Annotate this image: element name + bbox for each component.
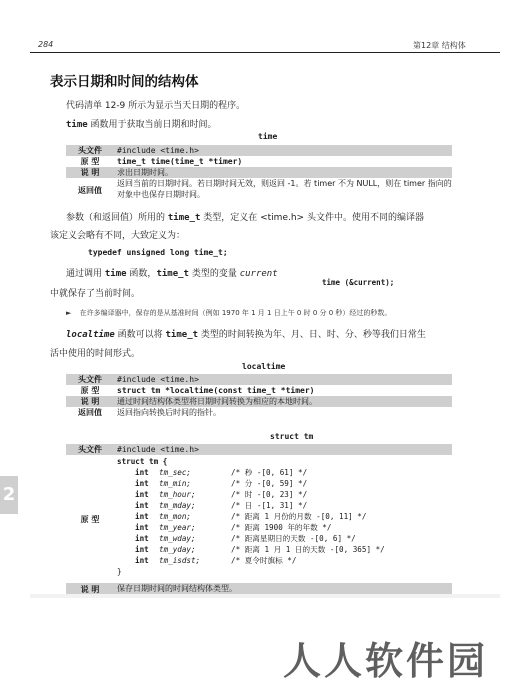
table-row xyxy=(66,444,452,455)
text: 类型，定义在 <time.h> 头文件中。使用不同的编译器 xyxy=(200,213,424,223)
code-time-t: time_t xyxy=(165,330,199,340)
table-row xyxy=(66,178,452,202)
paragraph-time-func xyxy=(66,117,217,130)
text: 通过调用 xyxy=(66,269,105,279)
struct-field xyxy=(117,555,452,566)
paragraph-localtime-cont: 活中使用的时间形式。 xyxy=(50,349,141,359)
header-rule xyxy=(30,52,500,53)
struct-field xyxy=(117,467,452,478)
field-type: int xyxy=(135,556,149,565)
table-row xyxy=(66,374,452,385)
struct-field xyxy=(117,533,452,544)
chapter-header: 第12章 结构体 xyxy=(413,41,466,50)
chapter-side-tab: 2 xyxy=(0,476,18,514)
row-label: 原 型 xyxy=(80,157,100,166)
field-comment: /* 时 -[0, 23] */ xyxy=(231,490,308,499)
table-row xyxy=(66,396,452,407)
struct-field xyxy=(117,544,452,555)
time-table-caption: time xyxy=(258,132,278,141)
field-type: int xyxy=(135,479,149,488)
field-type: int xyxy=(135,468,149,477)
row-value: 返回指向转换后时间的指针。 xyxy=(117,408,221,417)
bottom-band xyxy=(30,594,500,598)
paragraph-localtime xyxy=(66,327,426,340)
struct-fields xyxy=(117,467,452,566)
field-comment: /* 距离 1900 年的年数 */ xyxy=(231,523,332,532)
code-time: time xyxy=(66,120,88,130)
field-name: tm_yday; xyxy=(159,545,196,554)
note xyxy=(66,308,391,318)
page-number: 284 xyxy=(38,40,54,49)
row-value: 返回当前的日期时间。若日期时间无效，则返回 -1。若 timer 不为 NULL，则在 timer 指向的对象中也保存日期时间。 xyxy=(117,179,452,199)
localtime-table-caption: localtime xyxy=(242,362,286,371)
code-current: current xyxy=(239,269,278,279)
field-comment: /* 分 -[0, 59] */ xyxy=(231,479,308,488)
field-name: tm_hour; xyxy=(159,490,196,499)
site-logo: 人人软件园 xyxy=(282,639,488,683)
paragraph-time-text: 函数用于获取当前日期和时间。 xyxy=(87,120,217,130)
field-comment: /* 距离 1 月份的月数 -[0, 11] */ xyxy=(231,512,367,521)
paragraph-call-time-cont: 中就保存了当前时间。 xyxy=(50,289,141,299)
row-value: #include <time.h> xyxy=(117,146,199,155)
row-label: 头文件 xyxy=(78,146,102,155)
table-row xyxy=(66,385,452,396)
field-name: tm_wday; xyxy=(159,534,196,543)
field-type: int xyxy=(135,545,149,554)
field-name: tm_isdst; xyxy=(159,556,201,565)
localtime-function-table xyxy=(66,374,452,418)
paragraph-time-t xyxy=(66,210,424,223)
row-label: 返回值 xyxy=(78,408,102,417)
field-name: tm_mday; xyxy=(159,501,196,510)
field-type: int xyxy=(135,523,149,532)
row-label: 返回值 xyxy=(78,185,102,195)
field-comment: /* 距离星期日的天数 -[0, 6] */ xyxy=(231,534,356,543)
field-name: tm_mon; xyxy=(159,512,192,521)
code-time-t: time_t xyxy=(167,213,201,223)
row-value: #include <time.h> xyxy=(117,375,199,384)
table-row xyxy=(66,455,452,583)
field-type: int xyxy=(135,490,149,499)
note-text: 在许多编译器中，保存的是从基准时间（例如 1970 年 1 月 1 日上午 0 时 0 分 0 秒）经过的秒数。 xyxy=(79,309,392,317)
row-label: 说 明 xyxy=(80,584,100,594)
table-row xyxy=(66,167,452,178)
paragraph-time-t-cont: 该定义会略有不同，大致定义为： xyxy=(50,231,186,241)
row-value: struct tm *localtime(const time_t *timer) xyxy=(117,386,315,395)
struct-field xyxy=(117,511,452,522)
row-value: time_t time(time_t *timer) xyxy=(117,157,243,166)
tm-table-caption: struct tm xyxy=(270,432,314,441)
table-row xyxy=(66,145,452,156)
row-label: 头文件 xyxy=(78,375,102,384)
field-type: int xyxy=(135,501,149,510)
text: 类型的时间转换为年、月、日、时、分、秒等我们日常生 xyxy=(198,330,426,340)
note-bullet-icon: ► xyxy=(66,309,72,317)
field-comment: /* 秒 -[0, 61] */ xyxy=(231,468,308,477)
struct-field xyxy=(117,500,452,511)
row-label: 说 明 xyxy=(80,168,100,177)
row-value: 保存日期时间的时间结构体类型。 xyxy=(117,584,237,593)
field-name: tm_min; xyxy=(159,479,192,488)
field-name: tm_year; xyxy=(159,523,196,532)
code-time: time xyxy=(104,269,127,279)
text: 类型的变量 xyxy=(188,269,240,279)
paragraph-call-time xyxy=(66,266,278,279)
text: 函数可以将 xyxy=(114,330,166,340)
field-type: int xyxy=(135,512,149,521)
table-row xyxy=(66,407,452,418)
row-value: #include <time.h> xyxy=(117,445,199,454)
struct-tm-code xyxy=(114,455,452,583)
code-time-t: time_t xyxy=(156,269,189,279)
call-code: time (&current); xyxy=(322,278,395,287)
text: 函数， xyxy=(126,269,157,279)
paragraph-intro: 代码清单 12-9 所示为显示当天日期的程序。 xyxy=(66,101,246,111)
row-value: 求出日期时间。 xyxy=(117,168,173,177)
row-label: 说 明 xyxy=(80,397,100,406)
struct-field xyxy=(117,478,452,489)
field-type: int xyxy=(135,534,149,543)
row-label: 头文件 xyxy=(78,445,102,454)
struct-open: struct tm { xyxy=(117,457,168,466)
row-value: 通过时间结构体类型将日期时间转换为相应的本地时间。 xyxy=(117,397,317,406)
struct-field xyxy=(117,489,452,500)
field-comment: /* 夏令时旗标 */ xyxy=(231,556,297,565)
time-function-table xyxy=(66,145,452,202)
struct-field xyxy=(117,522,452,533)
struct-tm-table xyxy=(66,444,452,595)
code-localtime: localtime xyxy=(66,330,115,340)
row-label: 原 型 xyxy=(80,386,100,395)
table-row xyxy=(66,156,452,167)
struct-close: } xyxy=(117,567,122,576)
field-name: tm_sec; xyxy=(159,468,192,477)
field-comment: /* 距离 1 月 1 日的天数 -[0, 365] */ xyxy=(231,545,385,554)
field-comment: /* 日 -[1, 31] */ xyxy=(231,501,308,510)
text: 参数（和返回值）所用的 xyxy=(66,213,168,223)
typedef-code: typedef unsigned long time_t; xyxy=(88,248,228,257)
section-title: 表示日期和时间的结构体 xyxy=(50,74,199,90)
row-label: 原 型 xyxy=(80,514,100,524)
